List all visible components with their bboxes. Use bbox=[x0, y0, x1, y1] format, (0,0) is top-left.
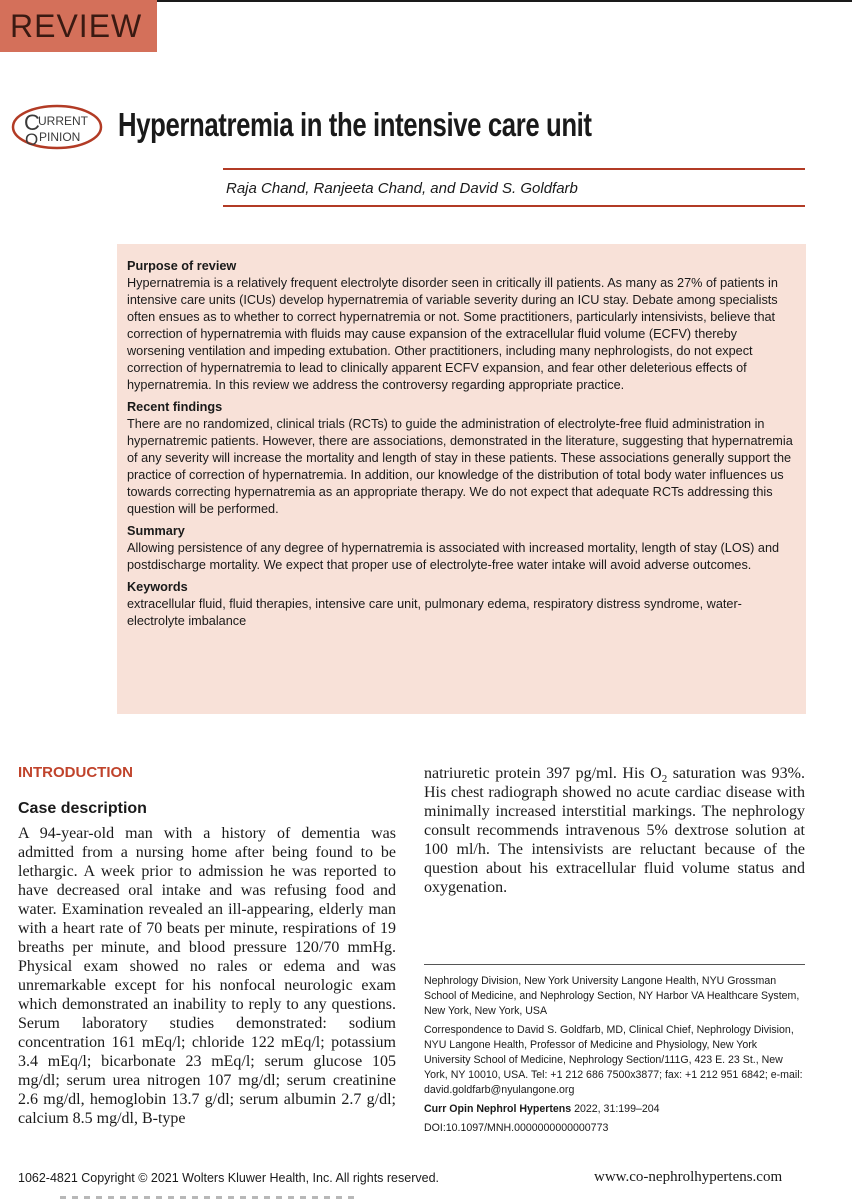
logo-initial-c: C bbox=[24, 110, 40, 135]
abstract-heading: Purpose of review bbox=[127, 259, 237, 273]
cropped-next-line bbox=[60, 1196, 360, 1199]
current-opinion-logo bbox=[11, 103, 103, 151]
abstract-box bbox=[117, 244, 806, 714]
abstract-text: There are no randomized, clinical trials (RCTs) to guide the administration of electrolyte-free fluid administration in hypernatremic patients. However, there are associations, demonstrated in the literature, suggesting that hypernatremia of any severity will increase the mortality and length of stay in these patients. These associations generally support the practice of correction of hypernatremia. In addition, our knowledge of the distribution of total body water influences us towards correcting hypernatremia as an appropriate therapy. We do not expect that adequate RCTs addressing this question will be performed. bbox=[127, 417, 793, 516]
abstract-summary bbox=[127, 523, 796, 574]
abstract-text: Hypernatremia is a relatively frequent electrolyte disorder seen in critically ill patients. As many as 27% of patients in intensive care units (ICUs) develop hypernatremia of variable severity during an ICU stay. Debate among specialists often ensues as to whether to correct hypernatremia or not. Some practitioners, particularly intensivists, believe that correction of hypernatremia with fluids may cause expansion of the extracellular fluid volume (ECFV) thereby worsening ventilation and impeding extubation. Other practitioners, including many nephrologists, do not expect correction of hypernatremia to lead to clinically apparent ECFV expansion, and fear other deleterious effects of hypernatremia. In this review we address the controversy regarding appropriate practice. bbox=[127, 276, 778, 392]
journal-website-link[interactable]: www.co-nephrolhypertens.com bbox=[594, 1169, 783, 1185]
abstract-text: Allowing persistence of any degree of hypernatremia is associated with increased mortality, length of stay (LOS) and postdischarge mortality. We expect that proper use of electrolyte-free water intake will avoid adverse outcomes. bbox=[127, 541, 780, 572]
journal-volume-pages: 2022, 31:199–204 bbox=[571, 1103, 660, 1115]
case-description-heading: Case description bbox=[18, 800, 147, 817]
article-title: Hypernatremia in the intensive care unit bbox=[118, 106, 592, 143]
case-description-text: A 94-year-old man with a history of dementia was admitted from a nursing home after being found to be lethargic. A week prior to admission he was reported to have decreased oral intake and was refusing food and water. Examination revealed an ill-appearing, elderly man with a heart rate of 70 beats per minute, respirations of 19 breaths per minute, and blood pressure 120/70 mmHg. Physical exam showed no rales or edema and was unremarkable except for his nonfocal neurologic exam which demonstrated an inability to reply to any questions. Serum laboratory studies demonstrated: sodium concentration 161 mEq/l; chloride 122 mEq/l; potassium 3.4 mEq/l; bicarbonate 23 mEq/l; serum glucose 105 mg/dl; serum urea nitrogen 107 mg/dl; serum creatinine 2.6 mg/dl, hemoglobin 13.7 g/dl; serum albumin 2.7 g/dl; calcium 8.5 mg/dl, B-type bbox=[18, 825, 396, 1127]
abstract-heading: Keywords bbox=[127, 580, 188, 594]
section-tab: REVIEW bbox=[0, 0, 157, 52]
abstract-heading: Summary bbox=[127, 524, 185, 538]
affiliation-block bbox=[424, 974, 805, 1140]
title-rule-bottom bbox=[223, 205, 805, 207]
title-rule-top bbox=[223, 168, 805, 170]
author-list: Raja Chand, Ranjeeta Chand, and David S. Goldfarb bbox=[226, 180, 578, 197]
abstract-recent-findings bbox=[127, 399, 796, 518]
journal-citation bbox=[424, 1102, 805, 1117]
abstract-keywords bbox=[127, 579, 796, 630]
logo-line-1: URRENT bbox=[38, 114, 88, 128]
keywords-text: extracellular fluid, fluid therapies, intensive care unit, pulmonary edema, respiratory distress syndrome, water-electrolyte imbalance bbox=[127, 597, 742, 628]
affiliation-text: Nephrology Division, New York University Langone Health, NYU Grossman School of Medicine, and Nephrology Section, NY Harbor VA Healthcare System, New York, New York, USA bbox=[424, 975, 800, 1017]
case-continuation-part-1: natriuretic protein 397 pg/ml. His O bbox=[424, 765, 662, 782]
abstract-purpose bbox=[127, 258, 796, 394]
o2-subscript: 2 bbox=[661, 773, 668, 786]
correspondence-text: Correspondence to David S. Goldfarb, MD, Clinical Chief, Nephrology Division, NYU Langone Health, Professor of Medicine and Physiology, New York University School of Medicine, Nephrology Section/111G, 423 E. 23 St., New York, NY 10010, USA. Tel: +1 212 686 7500x3877; fax: +1 212 951 6842; e-mail: david.goldfarb@nyulangone.org bbox=[424, 1024, 803, 1096]
doi-text: DOI:10.1097/MNH.0000000000000773 bbox=[424, 1122, 609, 1134]
affiliation-divider bbox=[424, 964, 805, 965]
logo-initial-o: O bbox=[25, 130, 39, 149]
abstract-heading: Recent findings bbox=[127, 400, 223, 414]
case-continuation-text bbox=[424, 764, 805, 897]
logo-line-2: PINION bbox=[39, 130, 81, 144]
journal-name: Curr Opin Nephrol Hypertens bbox=[424, 1103, 572, 1115]
introduction-heading: INTRODUCTION bbox=[18, 764, 133, 781]
case-continuation-part-2: saturation was 93%. His chest radiograph showed no acute cardiac disease with minimally increased interstitial markings. The nephrology consult recommends intravenous 5% dextrose solution at 100 ml/h. The intensivists are reluctant because of the question about his extracellular fluid volume status and oxygenation. bbox=[424, 765, 805, 896]
copyright-footer: 1062-4821 Copyright © 2021 Wolters Kluwer Health, Inc. All rights reserved. bbox=[18, 1171, 439, 1185]
